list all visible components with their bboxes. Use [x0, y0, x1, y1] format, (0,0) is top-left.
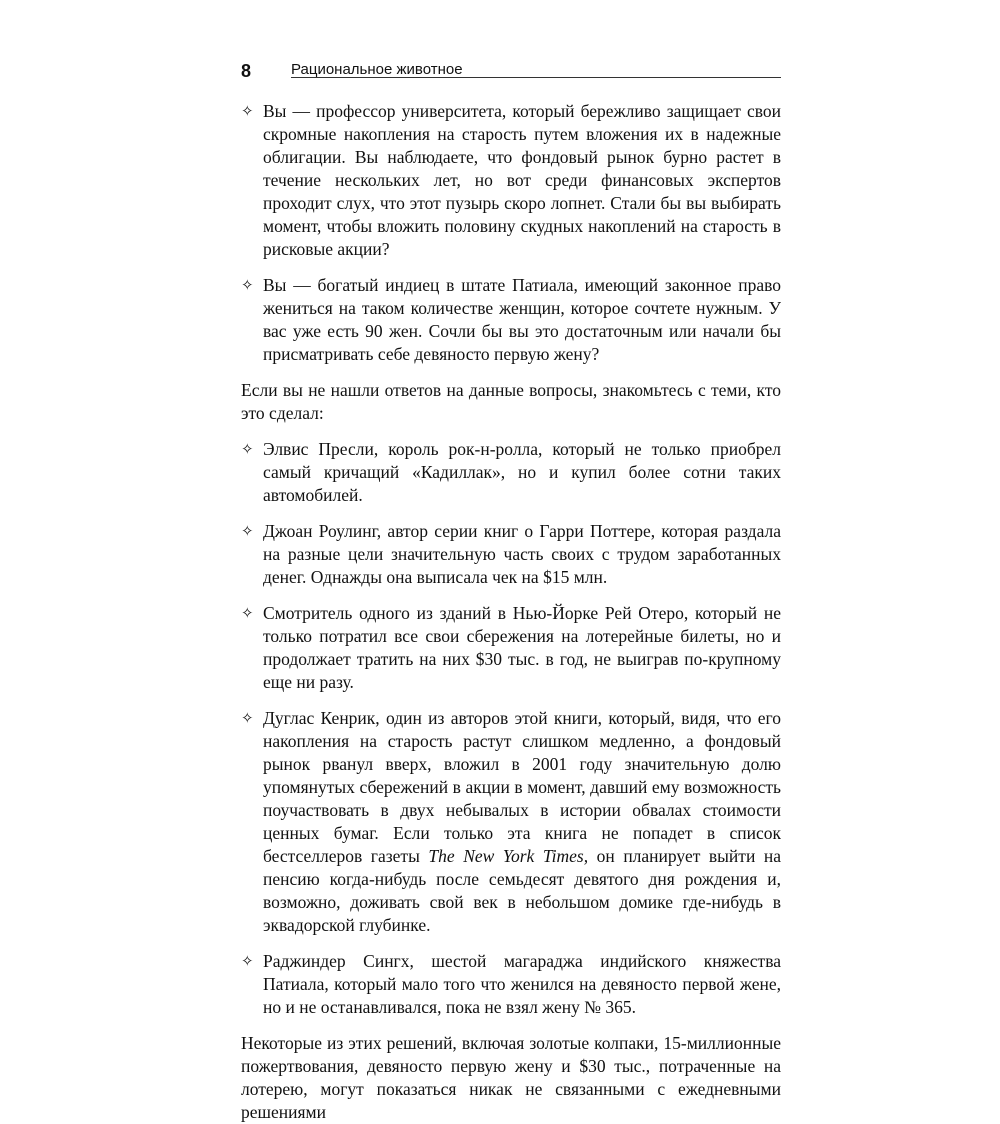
star-bullet-icon: ✧ — [241, 102, 254, 120]
star-bullet-icon: ✧ — [241, 709, 254, 727]
example-text: Смотритель одного из зданий в Нью-Йорке Рей Отеро, который не только потратил все свои сбережения на лотерейные билеты, но и продолжает тратить на них $30 тыс. в год, не выиграв по-крупному еще ни разу. — [263, 603, 781, 692]
example-text-after: он планирует выйти на пенсию когда-нибудь после семьдесят девятого дня рождения и, возможно, доживать свой век в небольшом домике где-нибудь в эквадорской глубинке. — [263, 846, 781, 935]
running-title: Рациональное животное — [291, 61, 463, 78]
page-body — [241, 100, 781, 1124]
example-text: Элвис Пресли, король рок-н-ролла, который не только приобрел самый кричащий «Кадиллак», но и купил более сотни таких автомобилей. — [263, 439, 781, 505]
example-item — [241, 707, 781, 937]
example-text-before: Дуглас Кенрик, один из авторов этой книги, который, видя, что его накопления на старость растут слишком медленно, а фондовый рынок рванул вверх, вложил в 2001 году значительную долю упомянутых сбережений в акции в момент, давший ему возможность поучаствовать в двух небывалых в истории обвалах стоимости ценных бумаг. Если только эта книга не попадет в список бестселлеров газеты — [263, 708, 781, 866]
star-bullet-icon: ✧ — [241, 604, 254, 622]
example-text: Джоан Роулинг, автор серии книг о Гарри Поттере, которая раздала на разные цели значительную часть своих с трудом заработанных денег. Однажды она выписала чек на $15 млн. — [263, 521, 781, 587]
question-text: Вы — богатый индиец в штате Патиала, имеющий законное право жениться на таком количестве женщин, которое сочтете нужным. У вас уже есть 90 жен. Сочли бы вы это достаточным или начали бы присматривать себе девяносто первую жену? — [263, 275, 781, 364]
example-item — [241, 950, 781, 1019]
closing-paragraph: Некоторые из этих решений, включая золотые колпаки, 15-миллионные пожертвования, девяносто первую жену и $30 тыс., потраченные на лотерею, могут показаться никак не связанными с ежедневными решениями — [241, 1033, 781, 1122]
question-text: Вы — профессор университета, который бережливо защищает свои скромные накопления на старость путем вложения их в надежные облигации. Вы наблюдаете, что фондовый рынок бурно растет в течение нескольких лет, но вот среди финансовых экспертов проходит слух, что этот пузырь скоро лопнет. Стали бы вы выбирать момент, чтобы вложить половину скудных накоплений на старость в рисковые акции? — [263, 101, 781, 259]
example-text: Раджиндер Сингх, шестой магараджа индийского княжества Патиала, который мало того что женился на девяносто первой жене, но и не останавливался, пока не взял жену № 365. — [263, 951, 781, 1017]
star-bullet-icon: ✧ — [241, 952, 254, 970]
star-bullet-icon: ✧ — [241, 276, 254, 294]
star-bullet-icon: ✧ — [241, 440, 254, 458]
example-item — [241, 602, 781, 694]
example-item — [241, 438, 781, 507]
header-rule — [291, 77, 781, 78]
star-bullet-icon: ✧ — [241, 522, 254, 540]
newspaper-title: The New York Times, — [428, 846, 589, 866]
intro-paragraph: Если вы не нашли ответов на данные вопросы, знакомьтесь с теми, кто это сделал: — [241, 380, 781, 423]
question-item — [241, 100, 781, 261]
page-number: 8 — [241, 61, 252, 81]
page-header — [241, 58, 781, 84]
example-item — [241, 520, 781, 589]
question-item — [241, 274, 781, 366]
